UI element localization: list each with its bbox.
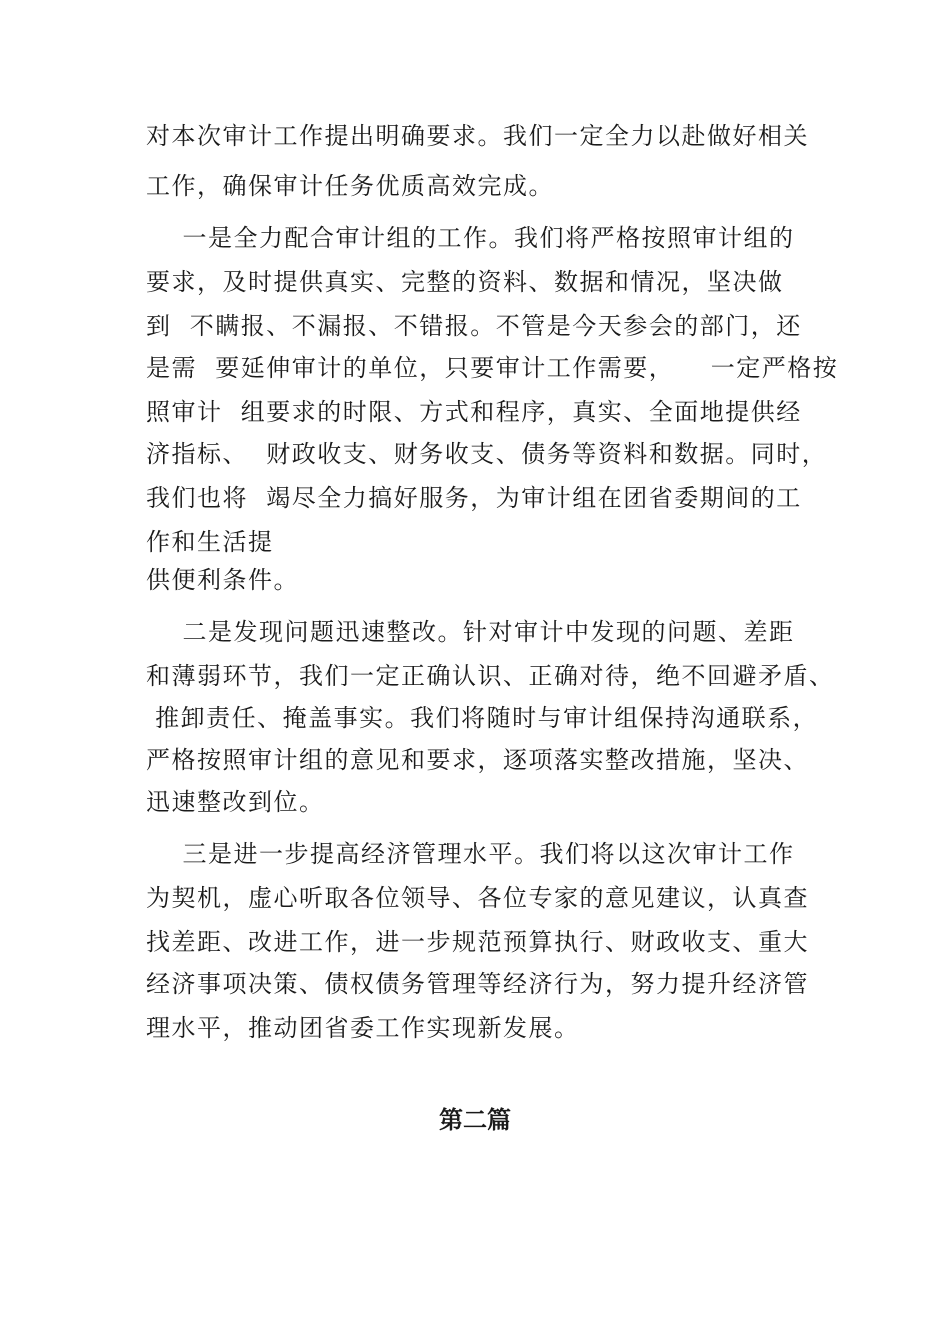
text-line: 一是全力配合审计组的工作。我们将严格按照审计组的 [146, 224, 795, 252]
text-line: 工作，确保审计任务优质高效完成。 [146, 172, 554, 200]
text-line: 为契机，虚心听取各位领导、各位专家的意见建议，认真查 [146, 884, 809, 912]
text-line: 严格按照审计组的意见和要求，逐项落实整改措施，坚决、 [146, 746, 809, 774]
text-line: 要求，及时提供真实、完整的资料、数据和情况，坚决做 [146, 268, 784, 296]
text-line: 供便利条件。 [146, 566, 299, 594]
text-line: 推卸责任、掩盖事实。我们将随时与审计组保持沟通联系， [146, 704, 819, 732]
text-line: 是需 要延伸审计的单位，只要审计工作需要， 一定严格按 [146, 354, 839, 382]
text-line: 照审计 组要求的时限、方式和程序，真实、全面地提供经 [146, 398, 802, 426]
section-heading: 第二篇 [439, 1106, 511, 1134]
text-line: 和薄弱环节，我们一定正确认识、正确对待，绝不回避矛盾、 [146, 662, 835, 690]
text-line: 济指标、 财政收支、财务收支、债务等资料和数据。同时， [146, 440, 828, 468]
text-line: 理水平，推动团省委工作实现新发展。 [146, 1014, 580, 1042]
text-line: 迅速整改到位。 [146, 788, 325, 816]
text-line: 对本次审计工作提出明确要求。我们一定全力以赴做好相关 [146, 122, 809, 150]
text-line: 我们也将 竭尽全力搞好服务，为审计组在团省委期间的工 [146, 484, 802, 512]
text-line: 找差距、改进工作，进一步规范预算执行、财政收支、重大 [146, 928, 809, 956]
text-line: 作和生活提 [146, 528, 274, 556]
text-line: 二是发现问题迅速整改。针对审计中发现的问题、差距 [146, 618, 795, 646]
text-line: 三是进一步提高经济管理水平。我们将以这次审计工作 [146, 840, 795, 868]
text-line: 到 不瞒报、不漏报、不错报。不管是今天参会的部门，还 [146, 312, 802, 340]
text-line: 经济事项决策、债权债务管理等经济行为，努力提升经济管 [146, 970, 809, 998]
